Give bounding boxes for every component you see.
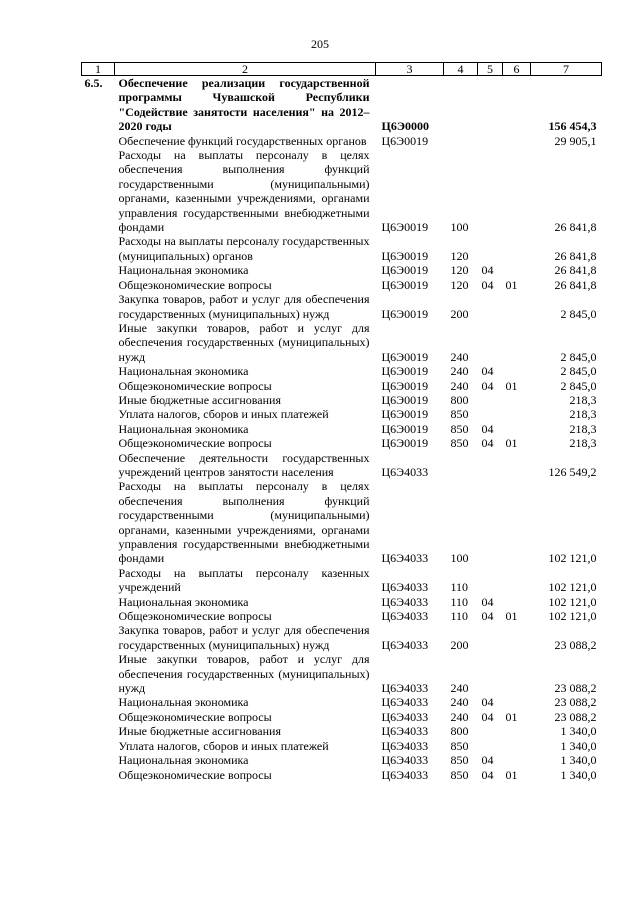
- target-article-code: Ц6Э0019: [381, 407, 429, 422]
- amount: 26 841,8: [554, 263, 597, 278]
- column-header: 6: [503, 63, 531, 76]
- subsection-code: [503, 724, 531, 738]
- row-number: [82, 768, 115, 782]
- target-article-code: Ц6Э0019: [381, 421, 429, 436]
- target-article-code: Ц6Э0019: [381, 248, 429, 263]
- section-code: 04: [481, 753, 494, 768]
- row-name: Расходы на выплаты персоналу казенных учреждений: [118, 565, 370, 595]
- section-code: 04: [481, 421, 494, 436]
- target-article-code: Ц6Э0019: [381, 378, 429, 393]
- expense-type-code: 800: [450, 724, 469, 739]
- row-name: Уплата налогов, сборов и иных платежей: [118, 407, 329, 422]
- row-name: Общеэкономические вопросы: [118, 277, 272, 292]
- row-number: [82, 393, 115, 407]
- column-header: 4: [444, 63, 478, 76]
- amount: 218,3: [569, 392, 597, 407]
- row-number: [82, 292, 115, 321]
- subsection-code: [503, 422, 531, 436]
- subsection-code: [503, 364, 531, 378]
- amount: 2 845,0: [560, 306, 597, 321]
- table-row: [82, 364, 602, 378]
- expense-type-code: [444, 76, 478, 134]
- subsection-code: 01: [505, 436, 518, 451]
- subsection-code: [503, 292, 531, 321]
- row-number: [82, 710, 115, 724]
- section-code: [478, 623, 503, 652]
- subsection-code: 01: [505, 609, 518, 624]
- row-name: Национальная экономика: [118, 263, 249, 278]
- row-name: Национальная экономика: [118, 594, 249, 609]
- subsection-code: [503, 393, 531, 407]
- row-number: [82, 609, 115, 623]
- table-row: [82, 451, 602, 480]
- section-code: [478, 566, 503, 595]
- subsection-code: [503, 451, 531, 480]
- amount: 23 088,2: [554, 695, 597, 710]
- row-name: Иные бюджетные ассигнования: [118, 392, 281, 407]
- subsection-code: [503, 652, 531, 695]
- row-name: Иные закупки товаров, работ и услуг для обеспечения государственных (муниципальных) нужд: [118, 652, 370, 696]
- target-article-code: Ц6Э4033: [381, 738, 429, 753]
- target-article-code: Ц6Э0019: [381, 436, 429, 451]
- section-code: [478, 479, 503, 565]
- subsection-code: [503, 76, 531, 134]
- amount: 2 845,0: [560, 364, 597, 379]
- row-name: Расходы на выплаты персоналу государственных (муниципальных) органов: [118, 234, 370, 263]
- target-article-code: Ц6Э4033: [381, 709, 429, 724]
- amount: 2 845,0: [560, 378, 597, 393]
- amount: 1 340,0: [560, 753, 597, 768]
- subsection-code: [503, 753, 531, 767]
- row-number: [82, 148, 115, 234]
- row-number: [82, 436, 115, 450]
- amount: 102 121,0: [548, 580, 597, 595]
- row-name: Обеспечение реализации государственной программы Чувашской Республики "Содействие занятости населения" на 2012–2020 годы: [118, 76, 370, 134]
- row-number: [82, 566, 115, 595]
- table-row: [82, 623, 602, 652]
- page-number: 205: [311, 37, 329, 51]
- row-number: [82, 263, 115, 277]
- amount: 26 841,8: [554, 220, 597, 235]
- expense-type-code: 240: [450, 681, 469, 696]
- row-name: Расходы на выплаты персоналу в целях обеспечения выполнения функций государственными (муниципальными) органами, казенными учреждениями, органами управления государственными внебюджетными фондами: [118, 148, 370, 235]
- column-header: 5: [478, 63, 503, 76]
- row-number: [82, 623, 115, 652]
- row-number: [82, 321, 115, 364]
- section-code: 04: [481, 695, 494, 710]
- target-article-code: Ц6Э0019: [381, 133, 429, 148]
- expense-type-code: [444, 134, 478, 148]
- row-name: Общеэкономические вопросы: [118, 709, 272, 724]
- target-article-code: Ц6Э4033: [381, 767, 429, 782]
- row-name: Общеэкономические вопросы: [118, 378, 272, 393]
- expense-type-code: 240: [450, 349, 469, 364]
- expense-type-code: 100: [450, 551, 469, 566]
- expense-type-code: 120: [450, 248, 469, 263]
- expense-type-code: 850: [450, 436, 469, 451]
- section-code: [478, 724, 503, 738]
- table-row: [82, 422, 602, 436]
- row-number: [82, 724, 115, 738]
- row-name: Обеспечение деятельности государственных учреждений центров занятости населения: [118, 450, 370, 479]
- subsection-code: 01: [505, 277, 518, 292]
- row-number: [82, 479, 115, 565]
- column-header: 7: [531, 63, 602, 76]
- row-number: [82, 695, 115, 709]
- table-row: [82, 278, 602, 292]
- amount: 126 549,2: [548, 464, 597, 479]
- amount: 1 340,0: [560, 738, 597, 753]
- section-code: 04: [481, 609, 494, 624]
- section-code: [478, 321, 503, 364]
- amount: 23 088,2: [554, 709, 597, 724]
- expense-type-code: 100: [450, 220, 469, 235]
- expense-type-code: 240: [450, 695, 469, 710]
- expense-type-code: 850: [450, 753, 469, 768]
- target-article-code: Ц6Э4033: [381, 724, 429, 739]
- target-article-code: Ц6Э4033: [381, 753, 429, 768]
- target-article-code: Ц6Э0000: [381, 119, 429, 134]
- amount: 218,3: [569, 407, 597, 422]
- amount: 218,3: [569, 436, 597, 451]
- row-name: Закупка товаров, работ и услуг для обеспечения государственных (муниципальных) нужд: [118, 292, 370, 321]
- row-name: Общеэкономические вопросы: [118, 609, 272, 624]
- table-row: [82, 609, 602, 623]
- column-header: 3: [376, 63, 444, 76]
- amount: 23 088,2: [554, 637, 597, 652]
- subsection-code: [503, 479, 531, 565]
- row-number: [82, 451, 115, 480]
- amount: 1 340,0: [560, 724, 597, 739]
- expense-type-code: 110: [450, 580, 469, 595]
- column-header: 2: [115, 63, 376, 76]
- section-code: 04: [481, 277, 494, 292]
- subsection-code: [503, 263, 531, 277]
- section-code: [478, 292, 503, 321]
- row-number: [82, 364, 115, 378]
- row-number: [82, 379, 115, 393]
- row-name: Закупка товаров, работ и услуг для обеспечения государственных (муниципальных) нужд: [118, 623, 370, 652]
- subsection-code: [503, 148, 531, 234]
- table-row: [82, 768, 602, 782]
- table-row: [82, 436, 602, 450]
- table-row: [82, 407, 602, 421]
- target-article-code: Ц6Э4033: [381, 464, 429, 479]
- target-article-code: Ц6Э0019: [381, 306, 429, 321]
- expense-type-code: 120: [450, 263, 469, 278]
- expense-type-code: 200: [450, 306, 469, 321]
- subsection-code: [503, 234, 531, 263]
- row-name: Национальная экономика: [118, 364, 249, 379]
- amount: 23 088,2: [554, 681, 597, 696]
- row-number: [82, 753, 115, 767]
- table-row: [82, 234, 602, 263]
- amount: 29 905,1: [554, 133, 597, 148]
- expense-type-code: 800: [450, 392, 469, 407]
- table-row: [82, 724, 602, 738]
- amount: 26 841,8: [554, 277, 597, 292]
- target-article-code: Ц6Э4033: [381, 681, 429, 696]
- section-code: [478, 76, 503, 134]
- expense-type-code: 240: [450, 709, 469, 724]
- target-article-code: Ц6Э0019: [381, 263, 429, 278]
- row-number: [82, 595, 115, 609]
- section-code: 04: [481, 767, 494, 782]
- amount: 156 454,3: [548, 119, 597, 134]
- expense-type-code: 850: [450, 767, 469, 782]
- subsection-code: [503, 566, 531, 595]
- amount: 2 845,0: [560, 349, 597, 364]
- table-row: [82, 566, 602, 595]
- target-article-code: Ц6Э4033: [381, 594, 429, 609]
- header-row: [82, 63, 602, 76]
- expense-type-code: 200: [450, 637, 469, 652]
- expense-type-code: 240: [450, 378, 469, 393]
- table-row: [82, 595, 602, 609]
- subsection-code: [503, 595, 531, 609]
- subsection-code: [503, 407, 531, 421]
- table-row: [82, 753, 602, 767]
- section-code: 04: [481, 263, 494, 278]
- amount: 102 121,0: [548, 594, 597, 609]
- subsection-code: [503, 695, 531, 709]
- target-article-code: Ц6Э4033: [381, 609, 429, 624]
- expense-type-code: 850: [450, 738, 469, 753]
- section-code: 04: [481, 436, 494, 451]
- table-row: [82, 479, 602, 565]
- section-code: [478, 407, 503, 421]
- expense-type-code: 110: [450, 594, 469, 609]
- section-code: 04: [481, 594, 494, 609]
- section-code: [478, 134, 503, 148]
- table-row: [82, 134, 602, 148]
- row-number: [82, 652, 115, 695]
- table-row: [82, 148, 602, 234]
- row-number: [82, 407, 115, 421]
- expense-type-code: 240: [450, 364, 469, 379]
- table-row: [82, 321, 602, 364]
- amount: 102 121,0: [548, 609, 597, 624]
- target-article-code: Ц6Э0019: [381, 349, 429, 364]
- target-article-code: Ц6Э0019: [381, 220, 429, 235]
- row-number: [82, 422, 115, 436]
- row-name: Обеспечение функций государственных органов: [118, 133, 367, 148]
- column-header: 1: [82, 63, 115, 76]
- table-row: [82, 739, 602, 753]
- expense-type-code: 110: [450, 609, 469, 624]
- row-name: Иные бюджетные ассигнования: [118, 724, 281, 739]
- amount: 102 121,0: [548, 551, 597, 566]
- table-row: [82, 379, 602, 393]
- table-row: [82, 710, 602, 724]
- amount: 1 340,0: [560, 767, 597, 782]
- row-number: [82, 278, 115, 292]
- target-article-code: Ц6Э0019: [381, 277, 429, 292]
- subsection-code: 01: [505, 767, 518, 782]
- section-code: [478, 148, 503, 234]
- section-code: 04: [481, 709, 494, 724]
- table-row: [82, 652, 602, 695]
- row-name: Общеэкономические вопросы: [118, 436, 272, 451]
- target-article-code: Ц6Э4033: [381, 637, 429, 652]
- row-name: Национальная экономика: [118, 753, 249, 768]
- target-article-code: Ц6Э4033: [381, 551, 429, 566]
- subsection-code: 01: [505, 378, 518, 393]
- expense-type-code: 850: [450, 407, 469, 422]
- table-body: [82, 76, 602, 782]
- row-name: Общеэкономические вопросы: [118, 767, 272, 782]
- expense-type-code: [444, 451, 478, 480]
- row-number: [82, 134, 115, 148]
- section-code: [478, 652, 503, 695]
- table-row: [82, 292, 602, 321]
- subsection-code: [503, 321, 531, 364]
- table-row: [82, 76, 602, 134]
- section-code: [478, 393, 503, 407]
- row-number: [82, 234, 115, 263]
- row-number: [82, 739, 115, 753]
- subsection-code: [503, 739, 531, 753]
- row-name: Национальная экономика: [118, 421, 249, 436]
- table-row: [82, 393, 602, 407]
- expense-type-code: 850: [450, 421, 469, 436]
- target-article-code: Ц6Э0019: [381, 364, 429, 379]
- subsection-code: [503, 134, 531, 148]
- row-number: 6.5.: [84, 76, 103, 90]
- section-code: [478, 739, 503, 753]
- subsection-code: 01: [505, 709, 518, 724]
- expense-type-code: 120: [450, 277, 469, 292]
- target-article-code: Ц6Э0019: [381, 392, 429, 407]
- target-article-code: Ц6Э4033: [381, 695, 429, 710]
- target-article-code: Ц6Э4033: [381, 580, 429, 595]
- table-row: [82, 695, 602, 709]
- row-name: Иные закупки товаров, работ и услуг для обеспечения государственных (муниципальных) нужд: [118, 320, 370, 364]
- section-code: 04: [481, 364, 494, 379]
- row-name: Национальная экономика: [118, 695, 249, 710]
- amount: 26 841,8: [554, 248, 597, 263]
- subsection-code: [503, 623, 531, 652]
- section-code: [478, 234, 503, 263]
- table-row: [82, 263, 602, 277]
- section-code: [478, 451, 503, 480]
- row-name: Уплата налогов, сборов и иных платежей: [118, 738, 329, 753]
- amount: 218,3: [569, 421, 597, 436]
- row-name: Расходы на выплаты персоналу в целях обеспечения выполнения функций государственными (муниципальными) органами, казенными учреждениями, органами управления государственными внебюджетными фондами: [118, 479, 370, 566]
- section-code: 04: [481, 378, 494, 393]
- budget-table: [81, 62, 602, 782]
